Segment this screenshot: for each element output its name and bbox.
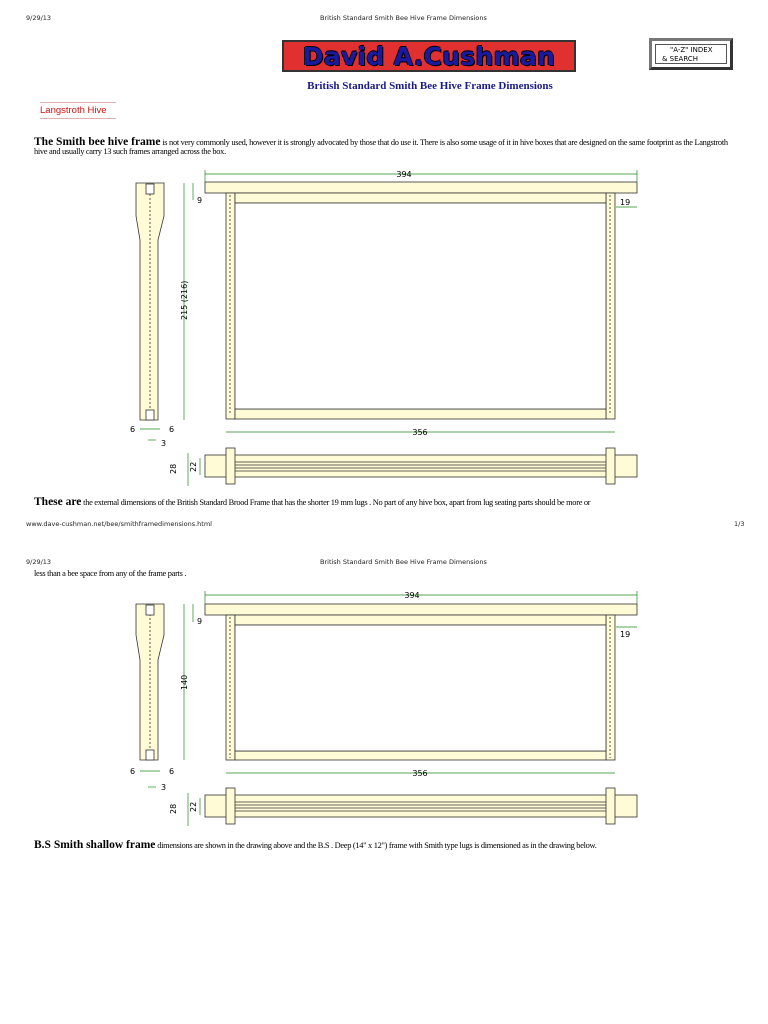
dim2-lug-length: 19 — [620, 630, 631, 639]
bottom-bar — [235, 409, 606, 419]
logo-text: David A.Cushman — [302, 41, 556, 71]
dim2-side-right: 6 — [169, 767, 175, 776]
shallow-note-text: dimensions are shown in the drawing above and the B.S . Deep (14" x 12") frame with Smith type lugs is dimensioned as in the drawing below. — [155, 841, 597, 850]
right-side-bar — [606, 193, 615, 419]
dim1-height: 215 (216) — [180, 280, 189, 320]
dim2-top-thickness: 9 — [197, 617, 203, 626]
dim2-height-outer: 28 — [169, 803, 178, 814]
intro-lead: The Smith bee hive frame — [34, 136, 161, 148]
print-date: 9/29/13 — [26, 14, 52, 22]
dim1-side-gap: 3 — [161, 439, 167, 448]
page-title: British Standard Smith Bee Hive Frame Dimensions — [307, 80, 553, 92]
intro-text: is not very commonly used, however it is strongly advocated by those that do use it. There is also some usage of it in hive boxes that are designed on the same footprint as the Langstroth hive and usually carry 13 such frames arranged across the box. — [34, 138, 728, 156]
top-bar-plan — [205, 455, 637, 477]
print-date-2: 9/29/13 — [26, 558, 52, 566]
dim1-bottom-length: 356 — [412, 428, 428, 437]
external-note — [34, 498, 740, 507]
langstroth-hive-link[interactable]: Langstroth Hive — [40, 102, 116, 119]
dim2-side-left: 6 — [130, 767, 136, 776]
external-note-lead: These are — [34, 496, 82, 508]
index-button-line1: "A-Z" INDEX — [670, 46, 713, 54]
deep-frame-drawing — [0, 0, 768, 500]
footer-page: 1/3 — [734, 520, 745, 528]
dim1-top-thickness: 9 — [197, 196, 203, 205]
dim2-top-length: 394 — [404, 591, 420, 600]
dim1-height-inner: 22 — [189, 461, 198, 472]
dim1-side-left: 6 — [130, 425, 136, 434]
shallow-frame-drawing — [0, 580, 768, 840]
footer-url: www.dave-cushman.net/bee/smithframedimensions.html — [26, 520, 212, 528]
dim2-side-gap: 3 — [161, 783, 167, 792]
dim1-height-outer: 28 — [169, 463, 178, 474]
left-side-bar — [226, 193, 235, 419]
dim2-height-inner: 22 — [189, 801, 198, 812]
dim1-lug-length: 19 — [620, 198, 631, 207]
top-bar-lower — [235, 193, 606, 203]
print-title-2: British Standard Smith Bee Hive Frame Dimensions — [320, 558, 487, 566]
dim1-side-right: 6 — [169, 425, 175, 434]
shallow-note-lead: B.S Smith shallow frame — [34, 839, 156, 851]
dim2-height: 140 — [180, 674, 189, 690]
dim1-top-length: 394 — [396, 170, 412, 179]
index-button-line2: & SEARCH — [662, 55, 699, 63]
external-note-continued: less than a bee space from any of the frame parts . — [34, 569, 187, 578]
top-bar — [205, 182, 637, 193]
shallow-note — [34, 841, 740, 850]
print-title: British Standard Smith Bee Hive Frame Dimensions — [320, 14, 487, 22]
dim2-bottom-length: 356 — [412, 769, 428, 778]
external-note-text: the external dimensions of the British Standard Brood Frame that has the shorter 19 mm lugs . No part of any hive box, apart from lug seating parts should be more or — [81, 498, 591, 507]
